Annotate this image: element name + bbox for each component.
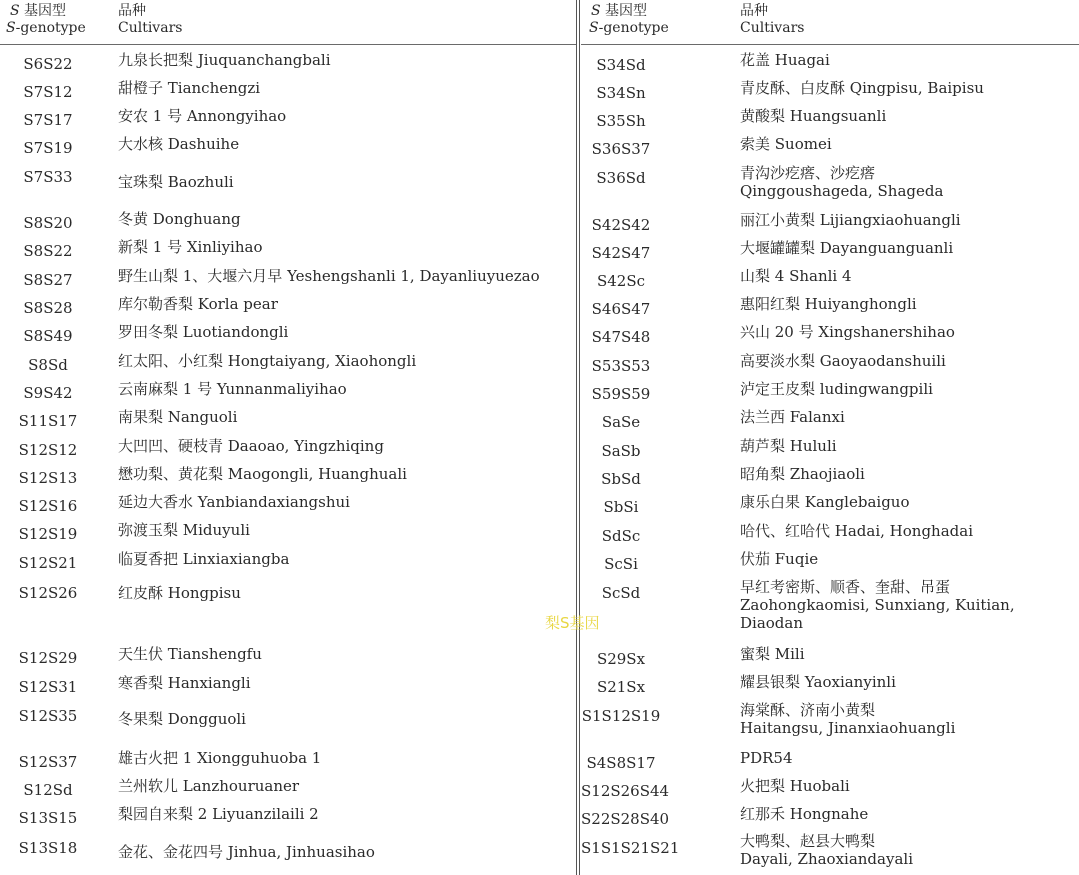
cultivar-cell: 红那禾 Hongnahe [740,805,869,823]
genotype-cell: S59S59 [591,385,651,403]
cultivar-line: Dayali, Zhaoxiandayali [740,850,913,868]
genotype-cell: S1S12S19 [581,707,661,725]
cultivar-cell: 哈代、红哈代 Hadai, Honghadai [740,522,973,540]
genotype-cell: S12S26 [18,584,78,602]
cultivar-cell: 山梨 4 Shanli 4 [740,267,852,285]
cultivar-cell: 新梨 1 号 Xinliyihao [118,238,263,256]
cultivar-cell: 兰州软儿 Lanzhouruaner [118,777,300,795]
genotype-cell: S12S19 [18,525,78,543]
cultivar-cell: 高要淡水梨 Gaoyaodanshuili [740,352,946,370]
genotype-cell: SbSi [603,498,639,516]
cultivar-cell: 伏茄 Fuqie [740,550,819,568]
cultivar-cell: 大堰罐罐梨 Dayanguanguanli [740,239,954,257]
genotype-cell: S13S15 [18,809,78,827]
genotype-cell: ScSd [601,584,641,602]
cultivars-header-en: Cultivars [740,20,805,36]
cultivar-cell: 库尔勒香梨 Korla pear [118,295,278,313]
genotype-cell: S7S33 [23,168,73,186]
genotype-cell: S8S20 [23,214,73,232]
cultivar-cell: 葫芦梨 Hululi [740,437,837,455]
genotype-cell: S8Sd [28,356,68,374]
genotype-cell: S42S47 [591,244,651,262]
cultivar-cell: 甜橙子 Tianchengzi [118,79,261,97]
genotype-cell: S11S17 [18,412,78,430]
cultivars-column-header [740,3,804,37]
cultivar-cell: 宝珠梨 Baozhuli [118,173,234,191]
cultivars-header-zh: 品种 [118,3,146,19]
cultivar-line: 海棠酥、济南小黄梨 [740,701,876,719]
genotype-column-header [6,3,86,37]
cultivar-line: Qinggoushageda, Shageda [740,182,944,200]
table-header-left [0,0,576,45]
cultivar-cell [740,701,1076,737]
genotype-cell: S22S28S40 [581,810,670,828]
genotype-cell: S12S21 [18,554,78,572]
cultivar-cell: 黄酸梨 Huangsuanli [740,107,887,125]
cultivar-cell: 九泉长把梨 Jiuquanchangbali [118,51,331,69]
cultivar-cell: 野生山梨 1、大堰六月早 Yeshengshanli 1, Dayanliuyuezao [118,267,540,285]
table-header-right [581,0,1079,45]
genotype-cell: S7S17 [23,111,73,129]
cultivar-cell: 惠阳红梨 Huiyanghongli [740,295,917,313]
genotype-cell: S12S26S44 [581,782,670,800]
genotype-cell: ScSi [604,555,638,573]
genotype-cell: S8S28 [23,299,73,317]
cultivar-cell: 冬果梨 Dongguoli [118,710,246,728]
cultivar-cell: 南果梨 Nanguoli [118,408,238,426]
cultivar-cell: 昭角梨 Zhaojiaoli [740,465,865,483]
cultivar-cell: 法兰西 Falanxi [740,408,845,426]
watermark: 梨S基因 [545,614,600,632]
genotype-cell: S36S37 [591,140,651,158]
cultivars-header-en: Cultivars [118,20,183,36]
cultivar-cell: 懋功梨、黄花梨 Maogongli, Huanghuali [118,465,407,483]
genotype-cell: S12S12 [18,441,78,459]
cultivar-cell: 红皮酥 Hongpisu [118,584,241,602]
cultivar-line: Diaodan [740,614,804,632]
cultivar-cell: 寒香梨 Hanxiangli [118,674,251,692]
cultivar-cell: 云南麻梨 1 号 Yunnanmaliyihao [118,380,347,398]
genotype-header-zh: 基因型 [600,3,648,19]
genotype-header-en: -genotype [598,20,669,36]
cultivar-cell: 大水核 Dashuihe [118,135,240,153]
genotype-cell: S8S49 [23,327,73,345]
cultivar-cell: 临夏香把 Linxiaxiangba [118,550,290,568]
genotype-cell: SaSb [601,442,641,460]
cultivars-column-header [118,3,182,37]
cultivars-header-zh: 品种 [740,3,768,19]
cultivar-cell: 雄古火把 1 Xiongguhuoba 1 [118,749,322,767]
genotype-header-en-prefix: S [589,20,599,36]
genotype-cell: S7S19 [23,139,73,157]
cultivar-cell: 罗田冬梨 Luotiandongli [118,323,289,341]
genotype-cell: S12S31 [18,678,78,696]
cultivar-cell: 安农 1 号 Annongyihao [118,107,287,125]
genotype-cell: S13S18 [18,839,78,857]
genotype-cell: S12S37 [18,753,78,771]
genotype-cell: S34Sn [596,84,646,102]
genotype-cell: S53S53 [591,357,651,375]
cultivar-line: Haitangsu, Jinanxiaohuangli [740,719,956,737]
genotype-header-en: -genotype [15,20,86,36]
genotype-cell: S12S35 [18,707,78,725]
cultivar-cell: 兴山 20 号 Xingshanershihao [740,323,955,341]
cultivar-cell: 冬黄 Donghuang [118,210,241,228]
cultivar-cell: 红太阳、小红梨 Hongtaiyang, Xiaohongli [118,352,417,370]
column-divider [579,0,580,875]
genotype-cell: S42Sc [596,272,646,290]
genotype-cell: S42S42 [591,216,651,234]
genotype-header-zh: 基因型 [19,3,67,19]
cultivar-line: 青沟沙疙瘩、沙疙瘩 [740,164,876,182]
genotype-cell: SbSd [601,470,641,488]
cultivar-cell: 青皮酥、白皮酥 Qingpisu, Baipisu [740,79,984,97]
genotype-header-prefix: S [591,3,601,19]
genotype-cell: S12S16 [18,497,78,515]
genotype-header-prefix: S [10,3,20,19]
cultivar-line: Zaohongkaomisi, Sunxiang, Kuitian, [740,596,1015,614]
genotype-cell: S29Sx [596,650,646,668]
genotype-cell: S12S29 [18,649,78,667]
cultivar-cell: 火把梨 Huobali [740,777,850,795]
cultivar-cell: 花盖 Huagai [740,51,830,69]
genotype-cell: S8S27 [23,271,73,289]
cultivar-cell: 索美 Suomei [740,135,832,153]
cultivar-cell: 梨园自来梨 2 Liyuanzilaili 2 [118,805,319,823]
genotype-cell: S12S13 [18,469,78,487]
genotype-header-en-prefix: S [6,20,16,36]
cultivar-cell: 天生伏 Tianshengfu [118,645,262,663]
genotype-cell: S7S12 [23,83,73,101]
genotype-cell: S12Sd [23,781,73,799]
genotype-cell: S8S22 [23,242,73,260]
genotype-cell: S4S8S17 [586,754,656,772]
table-right-half [581,0,1079,875]
cultivar-cell: 康乐白果 Kanglebaiguo [740,493,910,511]
cultivar-cell [740,832,1076,868]
genotype-cell: SdSc [601,527,641,545]
cultivar-cell: 金花、金花四号 Jinhua, Jinhuasihao [118,843,375,861]
genotype-column-header [581,3,669,37]
cultivar-cell: 丽江小黄梨 Lijiangxiaohuangli [740,211,961,229]
column-divider [576,0,577,875]
cultivar-line: 早红考密斯、顺香、奎甜、吊蛋 [740,578,951,596]
cultivar-cell: 弥渡玉梨 Miduyuli [118,521,250,539]
genotype-cell: S9S42 [23,384,73,402]
genotype-cell: SaSe [601,413,641,431]
genotype-cell: S34Sd [596,56,646,74]
genotype-cell: S21Sx [596,678,646,696]
cultivar-cell: 泸定王皮梨 ludingwangpili [740,380,933,398]
cultivar-cell: 蜜梨 Mili [740,645,805,663]
cultivar-cell: 延边大香水 Yanbiandaxiangshui [118,493,350,511]
cultivar-cell: 大凹凹、硬枝青 Daaoao, Yingzhiqing [118,437,384,455]
cultivar-cell: 耀县银梨 Yaoxianyinli [740,673,896,691]
genotype-cell: S35Sh [596,112,646,130]
genotype-cell: S47S48 [591,328,651,346]
genotype-cell: S46S47 [591,300,651,318]
genotype-cell: S36Sd [596,169,646,187]
cultivar-cell [740,164,1076,200]
genotype-cell: S1S1S21S21 [581,839,680,857]
genotype-cell: S6S22 [23,55,73,73]
cultivar-line: 大鸭梨、赵县大鸭梨 [740,832,876,850]
cultivar-cell: PDR54 [740,749,793,767]
cultivar-cell [740,578,1076,632]
